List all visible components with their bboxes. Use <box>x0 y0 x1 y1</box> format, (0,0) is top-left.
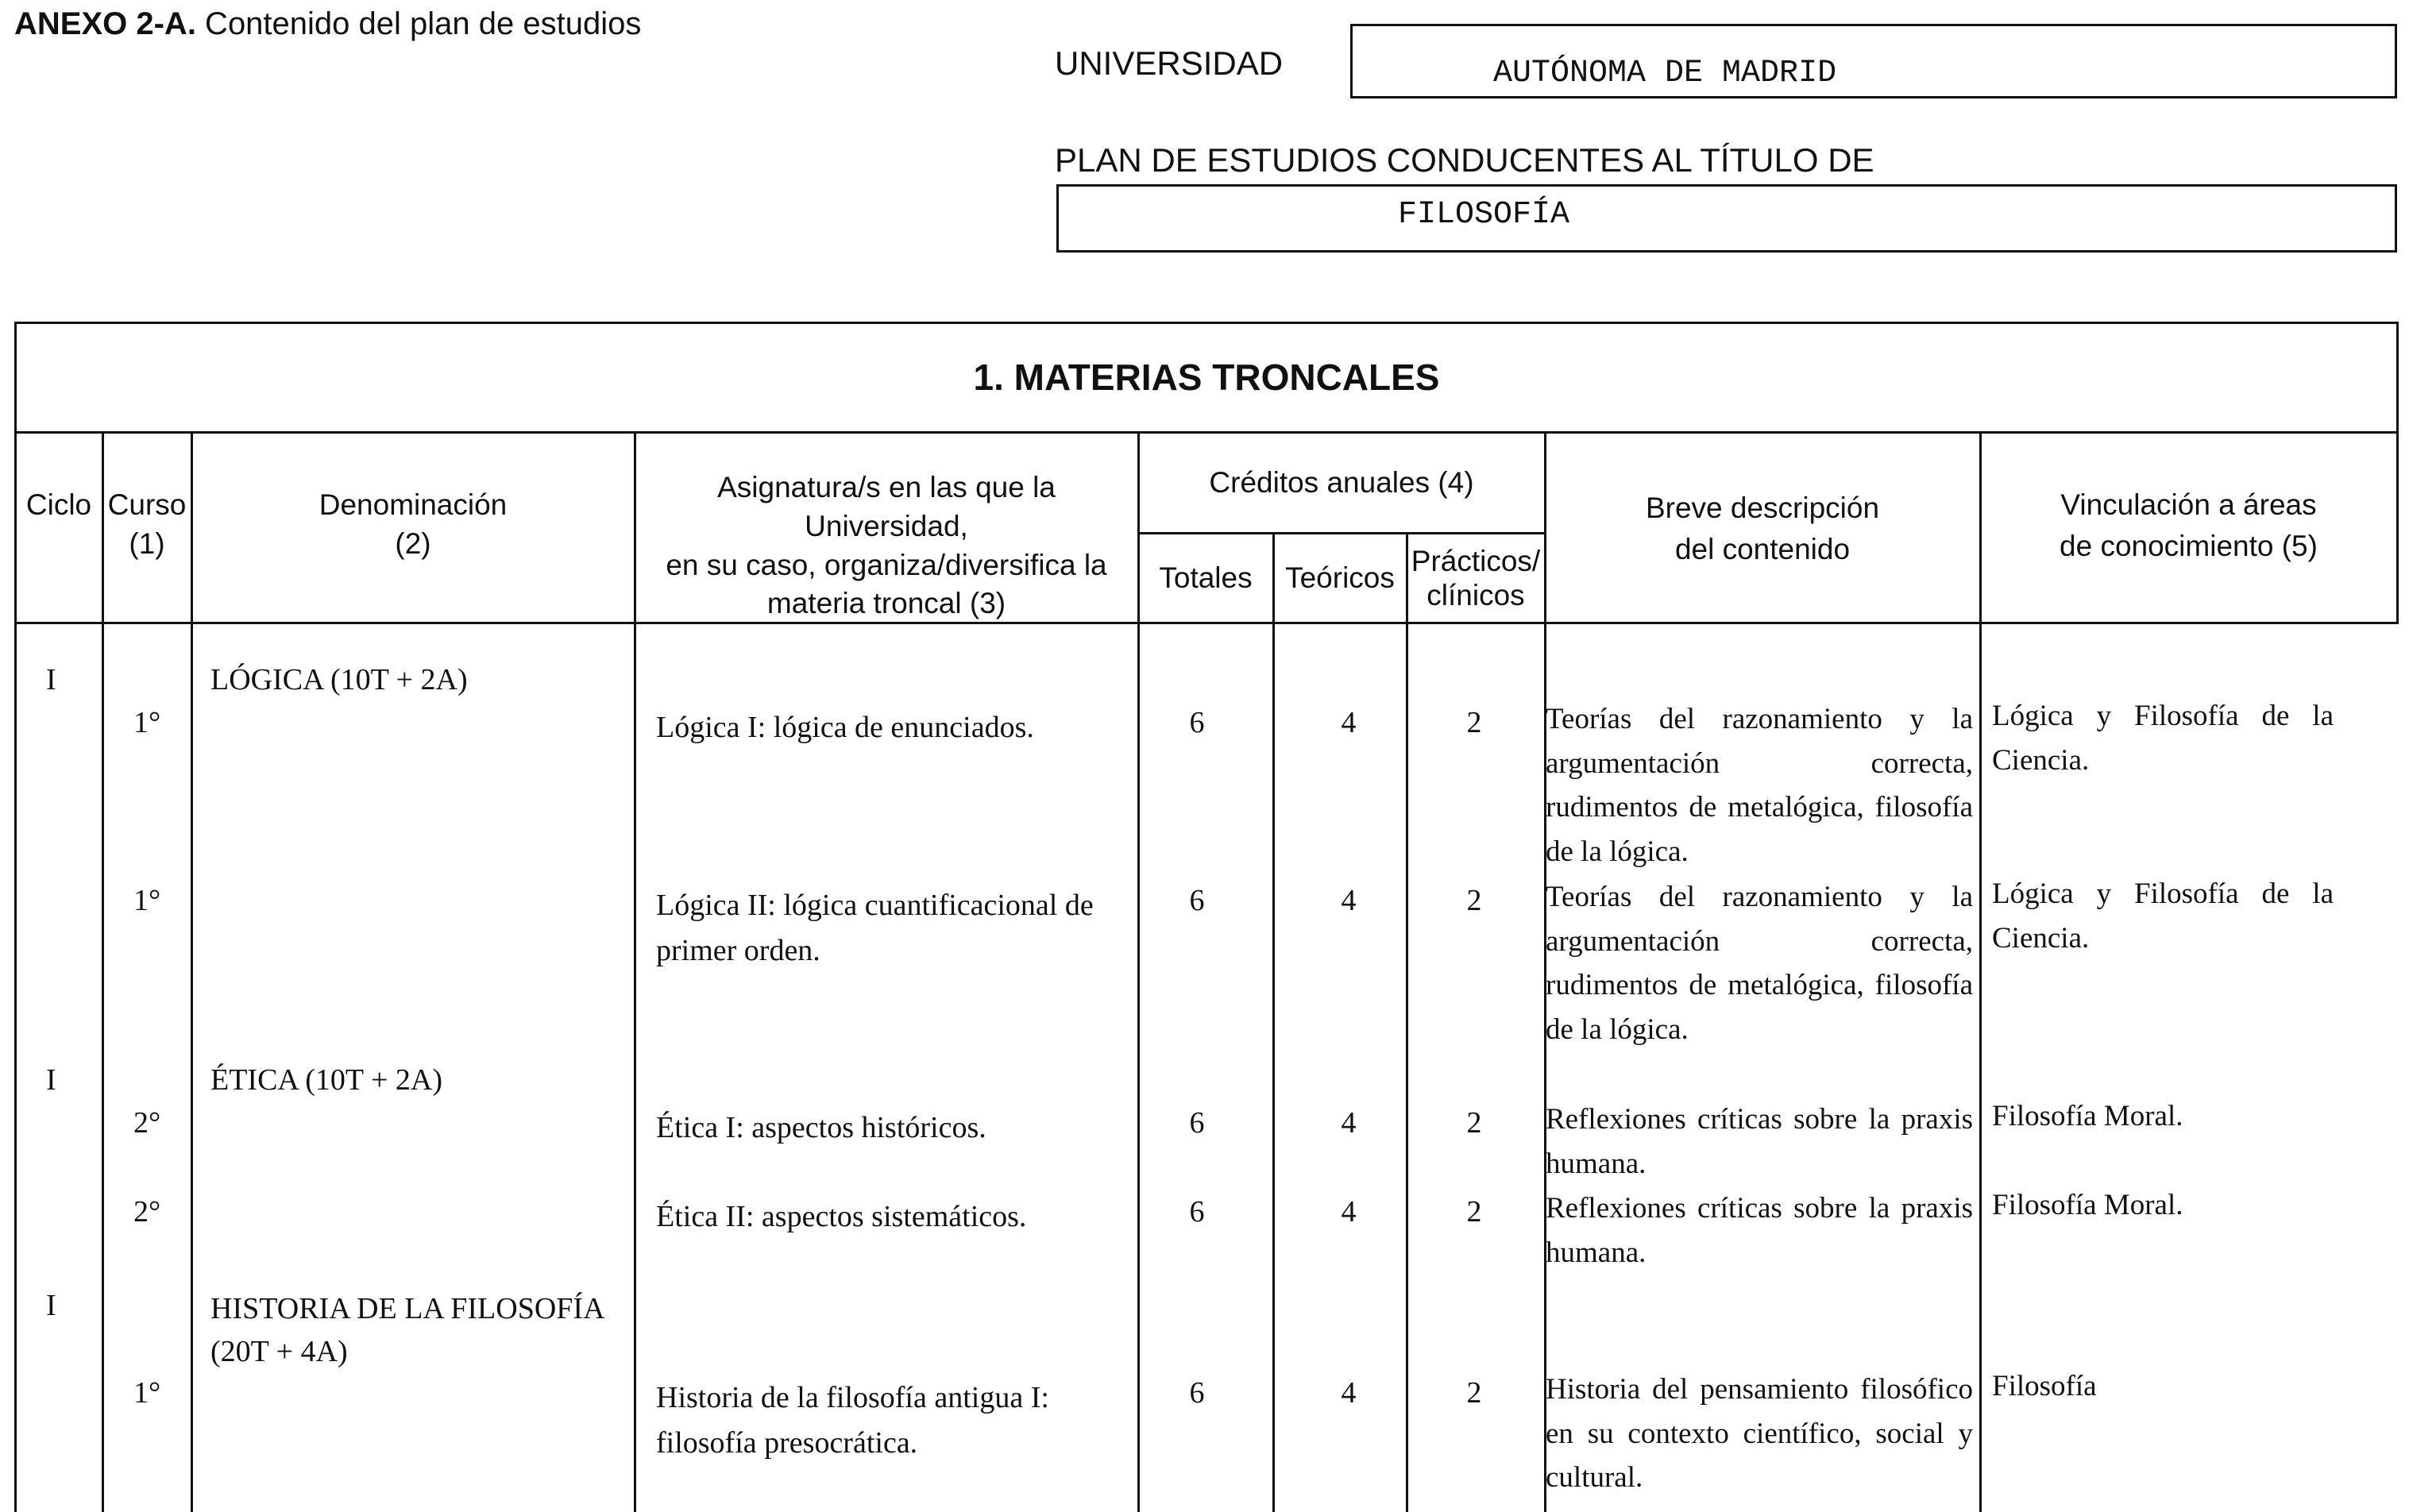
asignatura-line: Historia de la filosofía antigua I: <box>656 1381 1049 1414</box>
asignatura-cell <box>656 705 1034 750</box>
header-denominacion-line1: Denominación <box>318 488 508 521</box>
materia-denominacion-line2: (20T + 4A) <box>210 1334 348 1368</box>
descripcion-cell <box>1546 1367 1973 1500</box>
annex-heading <box>14 6 641 42</box>
vinculacion-line: Lógica y Filosofía de la <box>1992 700 2334 732</box>
materia-denominacion <box>210 1288 605 1374</box>
vinculacion-cell <box>1992 1183 2334 1228</box>
materia-denominacion-line1: HISTORIA DE LA FILOSOFÍA <box>210 1292 605 1325</box>
header-totales: Totales <box>1159 561 1253 594</box>
creditos-practicos-value: 2 <box>1466 1376 1482 1410</box>
header-ciclo: Ciclo <box>25 488 92 521</box>
materia-ciclo: I <box>46 1289 56 1322</box>
plan-label: PLAN DE ESTUDIOS CONDUCENTES AL TÍTULO DE <box>1055 141 1874 179</box>
vinculacion-line: Ciencia. <box>1992 743 2090 777</box>
header-asignatura-line3: materia troncal (3) <box>766 587 1006 620</box>
creditos-totales-value: 6 <box>1189 706 1205 739</box>
university-value: AUTÓNOMA DE MADRID <box>1493 56 1837 91</box>
creditos-totales-value: 6 <box>1189 1195 1205 1228</box>
materia-ciclo: I <box>46 663 56 696</box>
header-practicos <box>1407 545 1544 612</box>
header-vinculacion-line1: Vinculación a áreas <box>2060 488 2317 521</box>
col-divider-ciclo <box>102 431 104 1512</box>
descripcion-line: Historia del pensamiento filosófico <box>1546 1373 1973 1406</box>
annex-description: Contenido del plan de estudios <box>195 6 642 41</box>
col-divider-descripcion <box>1979 431 1982 1512</box>
asignatura-line: Ética I: aspectos históricos. <box>656 1111 986 1144</box>
creditos-teoricos-value: 4 <box>1341 706 1357 739</box>
header-vinculacion <box>1981 484 2396 567</box>
curso-value: 2° <box>133 1106 161 1140</box>
curso-value: 1° <box>133 1376 161 1410</box>
descripcion-line: en su contexto científico, social y <box>1546 1417 1973 1450</box>
creditos-practicos-value: 2 <box>1466 1195 1482 1228</box>
curso-value: 1° <box>133 706 161 739</box>
degree-title-field <box>1056 184 2397 253</box>
descripcion-line: argumentación correcta, <box>1546 746 1973 780</box>
header-curso-line2: (1) <box>129 526 165 560</box>
descripcion-line: cultural. <box>1546 1461 1643 1494</box>
asignatura-cell <box>656 1194 1026 1240</box>
materia-denominacion: LÓGICA (10T + 2A) <box>210 663 468 696</box>
section-title-divider <box>14 431 2399 434</box>
creditos-practicos-value: 2 <box>1466 884 1482 917</box>
descripcion-cell <box>1546 697 1973 874</box>
vinculacion-line: Filosofía Moral. <box>1992 1100 2183 1132</box>
header-practicos-line1: Prácticos/ <box>1411 545 1541 577</box>
vinculacion-line: Filosofía <box>1992 1370 2097 1402</box>
asignatura-line: Lógica I: lógica de enunciados. <box>656 711 1034 744</box>
creditos-teoricos-value: 4 <box>1341 1195 1357 1228</box>
descripcion-cell <box>1546 1097 1973 1186</box>
degree-title-value: FILOSOFÍA <box>1398 197 1570 233</box>
header-practicos-line2: clínicos <box>1426 578 1525 611</box>
vinculacion-cell <box>1992 1094 2334 1139</box>
creditos-teoricos-value: 4 <box>1341 1376 1357 1410</box>
asignatura-line: Lógica II: lógica cuantificacional de <box>656 889 1094 922</box>
vinculacion-cell <box>1992 872 2334 960</box>
creditos-teoricos-value: 4 <box>1341 884 1357 917</box>
col-divider-teoricos <box>1406 532 1408 1512</box>
header-denominacion-line2: (2) <box>395 526 431 560</box>
descripcion-line: Reflexiones críticas sobre la praxis <box>1546 1192 1973 1225</box>
creditos-practicos-value: 2 <box>1466 706 1482 739</box>
header-vinculacion-line2: de conocimiento (5) <box>2060 529 2318 562</box>
vinculacion-line: Lógica y Filosofía de la <box>1992 878 2334 910</box>
descripcion-line: humana. <box>1546 1147 1647 1180</box>
col-divider-curso <box>191 431 193 1512</box>
header-teoricos: Teóricos <box>1285 561 1395 594</box>
descripcion-line: humana. <box>1546 1236 1647 1269</box>
curso-value: 1° <box>133 884 161 917</box>
col-divider-totales <box>1272 532 1275 1512</box>
header-curso <box>103 486 191 564</box>
header-creditos: Créditos anuales (4) <box>1209 466 1474 499</box>
descripcion-line: de la lógica. <box>1546 835 1689 868</box>
asignatura-line: filosofía presocrática. <box>656 1426 918 1460</box>
materia-ciclo: I <box>46 1063 56 1097</box>
header-descripcion <box>1546 488 1979 570</box>
descripcion-line: rudimentos de metalógica, filosofía <box>1546 791 1973 824</box>
university-label: UNIVERSIDAD <box>1055 44 1284 82</box>
vinculacion-line: Ciencia. <box>1992 921 2090 955</box>
annex-label: ANEXO 2-A. <box>14 6 196 41</box>
table-top-border <box>14 322 2399 324</box>
header-asignatura-line1: Asignatura/s en las que la Universidad, <box>717 471 1056 542</box>
header-asignatura-line2: en su caso, organiza/diversifica la <box>666 548 1107 581</box>
creditos-totales-value: 6 <box>1189 884 1205 917</box>
vinculacion-line: Filosofía Moral. <box>1992 1189 2183 1221</box>
descripcion-line: de la lógica. <box>1546 1012 1689 1046</box>
header-bottom-divider <box>14 622 2399 624</box>
header-asignatura <box>635 469 1137 623</box>
descripcion-line: Reflexiones críticas sobre la praxis <box>1546 1103 1973 1136</box>
asignatura-line: primer orden. <box>656 934 820 967</box>
descripcion-cell <box>1546 1186 1973 1275</box>
descripcion-line: rudimentos de metalógica, filosofía <box>1546 969 1973 1001</box>
creditos-totales-value: 6 <box>1189 1376 1205 1410</box>
asignatura-cell <box>656 1375 1049 1466</box>
header-descripcion-line1: Breve descripción <box>1645 492 1880 524</box>
section-title: 1. MATERIAS TRONCALES <box>973 357 1440 398</box>
creditos-subheader-divider <box>1137 532 1546 534</box>
asignatura-cell <box>656 1105 986 1151</box>
header-descripcion-line2: del contenido <box>1674 532 1851 565</box>
vinculacion-cell <box>1992 694 2334 782</box>
descripcion-line: Teorías del razonamiento y la <box>1546 881 1973 913</box>
curso-value: 2° <box>133 1195 161 1228</box>
creditos-practicos-value: 2 <box>1466 1106 1482 1140</box>
creditos-teoricos-value: 4 <box>1341 1106 1357 1140</box>
descripcion-cell <box>1546 875 1973 1051</box>
descripcion-line: Teorías del razonamiento y la <box>1546 703 1973 735</box>
vinculacion-cell <box>1992 1364 2334 1409</box>
asignatura-cell <box>656 883 1094 974</box>
asignatura-line: Ética II: aspectos sistemáticos. <box>656 1200 1027 1233</box>
header-denominacion <box>192 486 634 564</box>
header-curso-line1: Curso <box>107 488 187 521</box>
materia-denominacion: ÉTICA (10T + 2A) <box>210 1063 442 1097</box>
creditos-totales-value: 6 <box>1189 1106 1205 1140</box>
descripcion-line: argumentación correcta, <box>1546 924 1973 958</box>
